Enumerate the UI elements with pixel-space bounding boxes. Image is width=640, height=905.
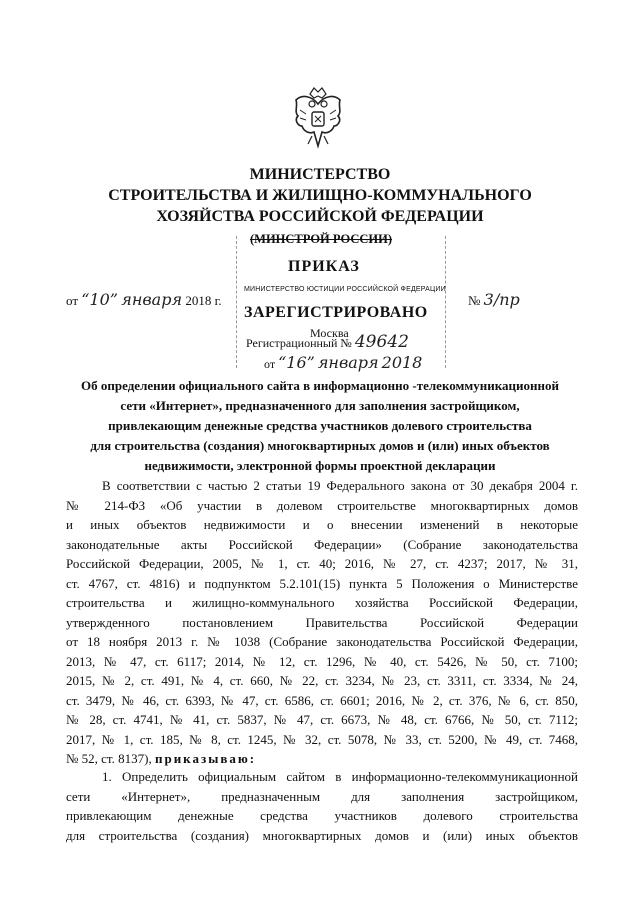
order-date-month: января — [121, 290, 183, 309]
stamp-registration-value: 49642 — [354, 332, 409, 352]
ministry-abbreviation: (МИНСТРОЙ РОССИИ) — [250, 232, 393, 246]
double-headed-eagle-emblem-icon — [290, 86, 346, 152]
title-line-2: сети «Интернет», предназначенного для заполнения застройщиком, — [120, 398, 520, 413]
preamble-line: 2013, № 47, ст. 6117; 2014, № 12, ст. 1296, № 40, ст. 5426, № 50, ст. 7100; — [66, 653, 578, 669]
order-date-year: 2018 г. — [185, 293, 222, 308]
title-line-3: привлекающим денежные средства участников долевого строительства — [108, 418, 532, 433]
order-number-prefix: № — [468, 293, 481, 308]
registration-stamp — [236, 236, 446, 372]
item-1-line: сети «Интернет», предназначенным для заполнения застройщиком, — [66, 788, 578, 804]
item-1-line: 1. Определить официальным сайтом в информационно-телекоммуникационной — [102, 769, 578, 784]
preamble-line: № 28, ст. 4741, № 41, ст. 5837, № 47, ст. 6673, № 48, ст. 6766, № 50, ст. 7112; — [66, 712, 578, 727]
stamp-registration-number — [246, 332, 409, 352]
stamp-department: МИНИСТЕРСТВО ЮСТИЦИИ РОССИЙСКОЙ ФЕДЕРАЦИИ — [244, 286, 446, 293]
preamble-line: законодательные акты Российской Федерации» (Собрание законодательства — [66, 536, 578, 552]
title-line-4: для строительства (создания) многоквартирных домов и (или) иных объектов — [90, 438, 550, 453]
preamble-line: утвержденного постановлением Правительства Российской Федерации — [66, 614, 578, 630]
document-type: ПРИКАЗ — [288, 258, 360, 275]
stamp-registered: ЗАРЕГИСТРИРОВАНО — [244, 304, 428, 321]
preamble-line: № 214-ФЗ «Об участии в долевом строительстве многоквартирных домов — [66, 497, 578, 513]
stamp-date-prefix: от — [264, 357, 276, 371]
item-1-line: привлекающим денежные средства участников долевого строительства — [66, 808, 578, 823]
preamble-line: ст. 3479, № 46, ст. 6393, № 47, ст. 6586, ст. 6601; 2016, № 2, ст. 376, № 6, ст. 850, — [66, 692, 578, 708]
preamble-line: и иных объектов недвижимости и о внесении изменений в некоторые — [66, 517, 578, 532]
preamble-line: от 18 ноября 2013 г. № 1038 (Собрание законодательства Российской Федерации, — [66, 634, 578, 649]
preamble-line: Российской Федерации, 2005, № 1, ст. 40; 2016, № 27, ст. 4237; 2017, № 31, — [66, 556, 578, 571]
stamp-date-month: января — [317, 353, 379, 372]
order-date — [66, 290, 222, 309]
preamble-line: строительства и жилищно-коммунального хозяйства Российской Федерации, — [66, 595, 578, 610]
order-title — [0, 376, 640, 476]
order-number — [468, 290, 520, 309]
ministry-line-1: МИНИСТЕРСТВО — [249, 166, 391, 183]
title-line-5: недвижимости, электронной формы проектной декларации — [144, 458, 496, 473]
ministry-line-2: СТРОИТЕЛЬСТВА И ЖИЛИЩНО-КОММУНАЛЬНОГО — [108, 187, 532, 204]
preamble-line: ст. 4767, ст. 4816) и подпунктом 5.2.101(15) пункта 5 Положения о Министерстве — [66, 575, 578, 591]
preamble-last-line — [66, 749, 578, 769]
order-date-prefix: от — [66, 293, 79, 308]
order-word: приказываю: — [154, 751, 257, 766]
stamp-date — [264, 353, 422, 372]
preamble-last-text: № 52, ст. 8137), — [66, 751, 155, 766]
title-line-1: Об определении официального сайта в информационно -телекоммуникационной — [81, 378, 559, 393]
stamp-date-year: 2018 — [381, 353, 423, 372]
ministry-header — [0, 164, 640, 227]
preamble-line: 2017, № 1, ст. 185, № 8, ст. 1245, № 32, ст. 5078, № 33, ст. 5200, № 49, ст. 7468, — [66, 731, 578, 747]
preamble-paragraph — [66, 476, 578, 769]
preamble-line: 2015, № 2, ст. 491, № 4, ст. 660, № 22, ст. 3234, № 23, ст. 3311, ст. 3334, № 24, — [66, 673, 578, 688]
item-1-line: для строительства (создания) многоквартирных домов и (или) иных объектов — [66, 827, 578, 843]
ministry-line-3: ХОЗЯЙСТВА РОССИЙСКОЙ ФЕДЕРАЦИИ — [156, 208, 484, 225]
stamp-city: Москва — [310, 326, 349, 340]
order-date-day: “10” — [81, 290, 118, 309]
order-number-value: 3/пр — [483, 290, 520, 309]
preamble-line: В соответствии с частью 2 статьи 19 Федерального закона от 30 декабря 2004 г. — [102, 478, 578, 493]
item-1-paragraph — [66, 767, 578, 845]
stamp-registration-label: Регистрационный № — [246, 336, 352, 350]
stamp-date-day: “16” — [278, 353, 315, 372]
